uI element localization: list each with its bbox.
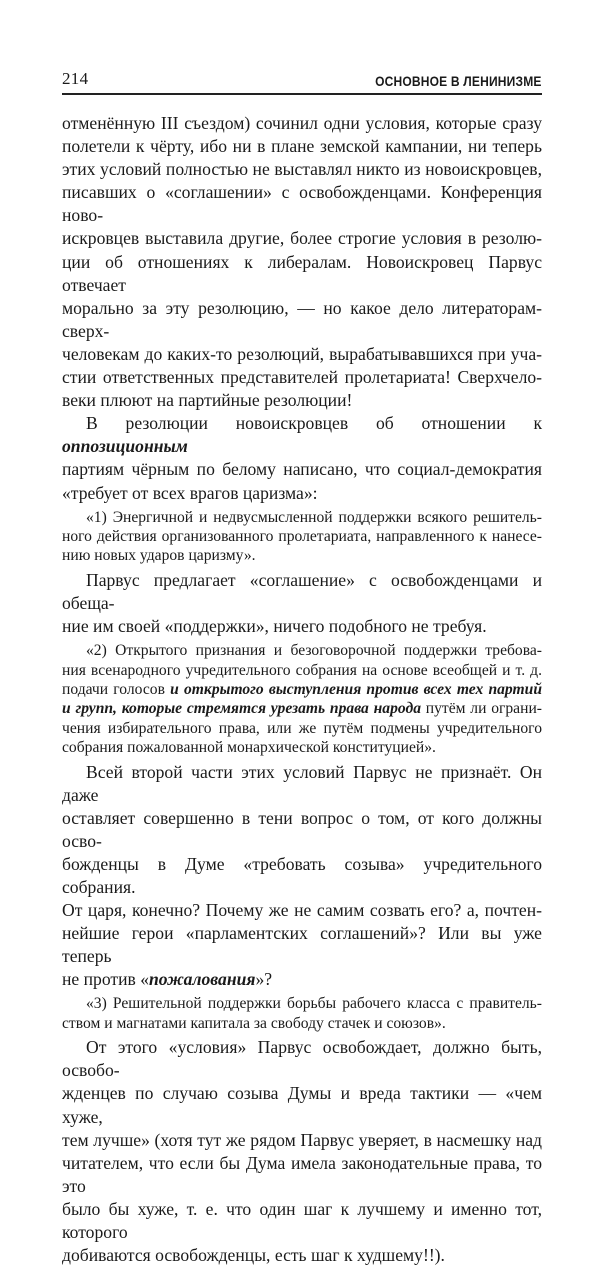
text-line: отменённую III съездом) сочинил одни условия, которые сразу	[62, 113, 542, 133]
page-number: 214	[62, 69, 89, 88]
running-head: ОСНОВНОЕ В ЛЕНИНИЗМЕ	[375, 73, 542, 89]
text-line: читателем, что если бы Дума имела законодательные права, то это	[62, 1152, 542, 1196]
quote-line: чения избирательного права, или же путём подмены учредительного	[62, 719, 542, 737]
text-span: В резолюции новоискровцев об отношении к	[86, 413, 542, 434]
text-span: »?	[255, 969, 273, 990]
text-line: Всей второй части этих условий Парвус не признаёт. Он даже	[62, 761, 542, 805]
paragraph	[62, 761, 542, 992]
text-span: путём ли ограни-	[421, 700, 542, 718]
emphasis: пожалования	[149, 969, 256, 990]
text-line: этих условий полностью не выставлял никто из новоискровцев,	[62, 159, 542, 180]
text-line: искровцев выставила другие, более строгие условия в резолю-	[62, 228, 542, 249]
text-line: морально за эту резолюцию, — но какое дело литераторам-сверх-	[62, 297, 542, 341]
text-line	[62, 412, 542, 458]
text-line: нейшие герои «парламентских соглашений»? Или вы уже теперь	[62, 923, 542, 967]
quote-line: «1) Энергичной и недвусмысленной поддержки всякого решитель-	[86, 508, 542, 526]
text-line	[62, 968, 542, 991]
text-line: полетели к чёрту, ибо ни в плане земской кампании, ни теперь	[62, 136, 542, 157]
text-line: было бы хуже, т. е. что один шаг к лучшему и именно тот, которого	[62, 1198, 542, 1243]
quote-line	[62, 699, 542, 718]
text-line: ние им своей «поддержки», ничего подобного не требуя.	[62, 616, 487, 636]
quote-line: собрания пожалованной монархической конституцией».	[62, 739, 436, 757]
page-body	[62, 112, 542, 1267]
text-line: ции об отношениях к либералам. Новоискровец Парвус отвечает	[62, 251, 542, 295]
text-line: стии ответственных представителей пролетариата! Сверхчело-	[62, 367, 542, 388]
text-line: жденцев по случаю созыва Думы и вреда тактики — «чем хуже,	[62, 1083, 542, 1127]
text-line: От царя, конечно? Почему же не самим созвать его? а, почтен-	[62, 900, 542, 921]
text-line: добиваются освобожденцы, есть шаг к худшему!!).	[62, 1245, 445, 1266]
text-line: веки плюют на партийные резолюции!	[62, 390, 353, 411]
quote-line: «2) Открытого признания и безоговорочной поддержки требова-	[86, 642, 542, 660]
text-line: Парвус предлагает «соглашение» с освобожденцами и обеща-	[62, 569, 542, 613]
text-line: партиям чёрным по белому написано, что социал-демократия	[62, 459, 542, 480]
text-span: подачи голосов	[62, 680, 171, 698]
page-header	[62, 63, 542, 95]
quote-line: нию новых ударов царизму».	[62, 547, 256, 565]
quote-line	[62, 680, 542, 699]
emphasis: и открытого выступления против всех тех партий	[170, 680, 542, 698]
text-line: писавших о «соглашении» с освобожденцами. Конференция ново-	[62, 182, 542, 226]
quote	[62, 994, 542, 1033]
text-line: человекам до каких-то резолюций, вырабатывавшихся при уча-	[62, 343, 542, 364]
text-line: От этого «условия» Парвус освобождает, должно быть, освобо-	[62, 1037, 542, 1081]
quote-line: ния всенародного учредительного собрания на основе всеобщей и т. д.	[62, 661, 542, 679]
text-line: тем лучше» (хотя тут же рядом Парвус уверяет, в насмешку над	[62, 1129, 542, 1150]
quote	[62, 508, 542, 566]
text-span: не против «	[62, 969, 150, 990]
paragraph	[62, 112, 542, 412]
emphasis: оппозиционным	[62, 436, 188, 457]
paragraph	[62, 1036, 542, 1267]
quote	[62, 641, 542, 757]
quote-line: ством и магнатами капитала за свободу стачек и союзов».	[62, 1014, 446, 1032]
paragraph	[62, 412, 542, 504]
text-line: божденцы в Думе «требовать созыва» учредительного собрания.	[62, 853, 542, 897]
quote-line: «3) Решительной поддержки борьбы рабочего класса с правитель-	[86, 995, 542, 1013]
paragraph	[62, 569, 542, 638]
text-line: «требует от всех врагов царизма»:	[62, 482, 318, 503]
text-line: оставляет совершенно в тени вопрос о том, от кого должны осво-	[62, 807, 542, 851]
quote-line: ного действия организованного пролетариата, направленного к нанесе-	[62, 528, 542, 545]
emphasis: и групп, которые стремятся урезать права народа	[62, 700, 422, 718]
